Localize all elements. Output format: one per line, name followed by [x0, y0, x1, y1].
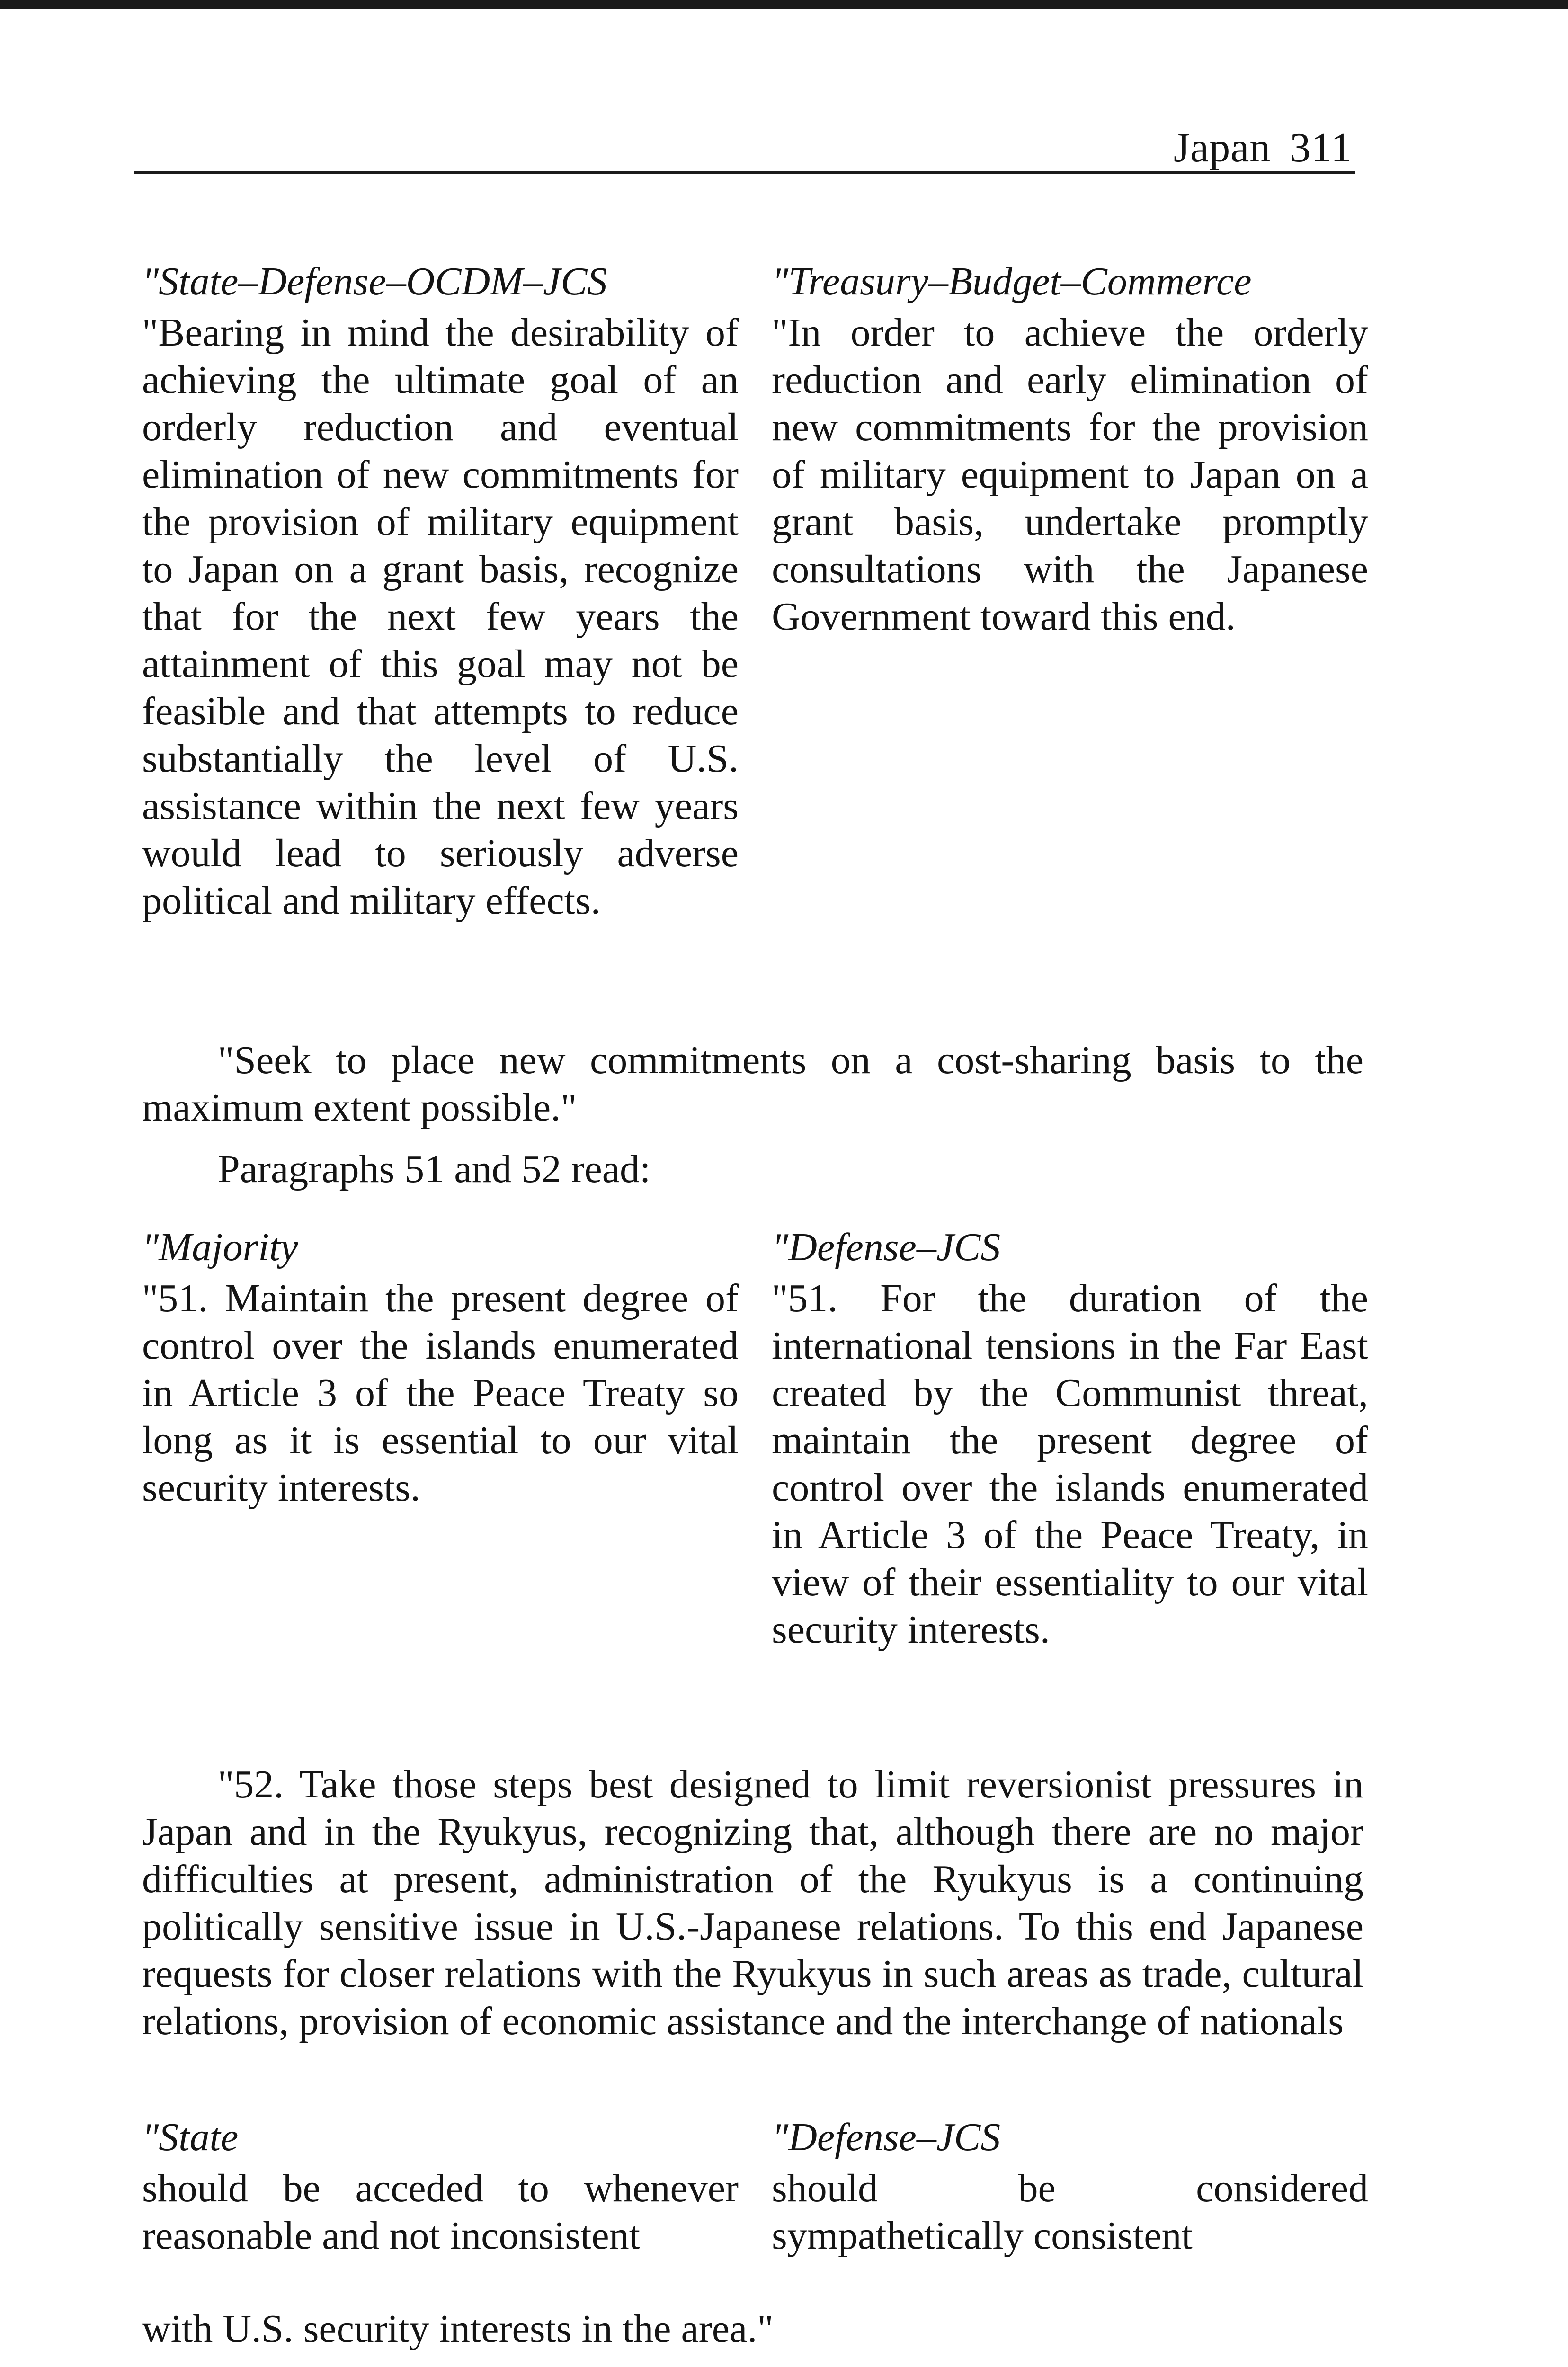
- column-text: "51. Maintain the present degree of control over the islands enumerated in Article 3 of the Peace Treaty so long as it is essential to our vital security interests.: [142, 1276, 739, 1510]
- column-heading: "Treasury–Budget–Commerce: [772, 259, 1252, 303]
- column-text: should be acceded to whenever reasonable and not inconsistent: [142, 2166, 739, 2258]
- paragraph-text: "Seek to place new commitments on a cost-sharing basis to the maximum extent possible.": [142, 1038, 1363, 1130]
- column-text: "Bearing in mind the desirability of achieving the ultimate goal of an orderly reduction and eventual elimination of new commitments for the provision of military equipment to Japan on a grant basis, recognize that for the next few years the attainment of this goal may not be feasible and that attempts to reduce substantially the level of U.S. assistance within the next few years would lead to seriously adverse political and military effects.: [142, 311, 739, 923]
- page-header: [134, 122, 1355, 174]
- column-text: "In order to achieve the orderly reduction and early elimination of new commitments for the provision of military equipment to Japan on a grant basis, undertake promptly consultations with the Japanese Government toward this end.: [772, 311, 1368, 639]
- paragraph-52: [142, 1761, 1363, 2045]
- running-head: [1174, 122, 1352, 174]
- state-defense-ocdm-jcs-column: [142, 258, 739, 925]
- top-edge-rule: [0, 0, 1568, 9]
- treasury-budget-commerce-column: [772, 258, 1368, 641]
- running-title: Japan: [1173, 125, 1271, 171]
- page-number: 311: [1290, 125, 1352, 171]
- column-heading: "State: [142, 2115, 239, 2159]
- column-text: "51. For the duration of the international tensions in the Far East created by the Communist threat, maintain the present degree of control over the islands enumerated in Article 3 of the Peace Treaty, in view of their essentiality to our vital security interests.: [772, 1276, 1368, 1652]
- majority-column: [142, 1224, 739, 1512]
- column-heading: "State–Defense–OCDM–JCS: [142, 259, 607, 303]
- paragraph-text: with U.S. security interests in the area.": [142, 2307, 774, 2351]
- defense-jcs-column-2: [772, 2114, 1368, 2260]
- paragraph-text: "52. Take those steps best designed to limit reversionist pressures in Japan and in the Ryukyus, recognizing that, although there are no major difficulties at present, administration of the Ryukyus is a continuing politically sensitive issue in U.S.-Japanese relations. To this end Japanese requests for closer relations with the Ryukyus in such areas as trade, cultural relations, provision of economic assistance and the interchange of nationals: [142, 1762, 1363, 2043]
- paragraph-text: Paragraphs 51 and 52 read:: [218, 1147, 651, 1191]
- column-text: should be considered sympathetically consistent: [772, 2166, 1368, 2258]
- cost-sharing-paragraph: [142, 1037, 1363, 1131]
- column-heading: "Defense–JCS: [772, 1225, 1001, 1269]
- column-heading: "Majority: [142, 1225, 298, 1269]
- state-column: [142, 2114, 739, 2260]
- defense-jcs-column: [772, 1224, 1368, 1654]
- closing-line: [142, 2305, 1363, 2353]
- column-heading: "Defense–JCS: [772, 2115, 1001, 2159]
- paragraphs-intro: [142, 1146, 1363, 1193]
